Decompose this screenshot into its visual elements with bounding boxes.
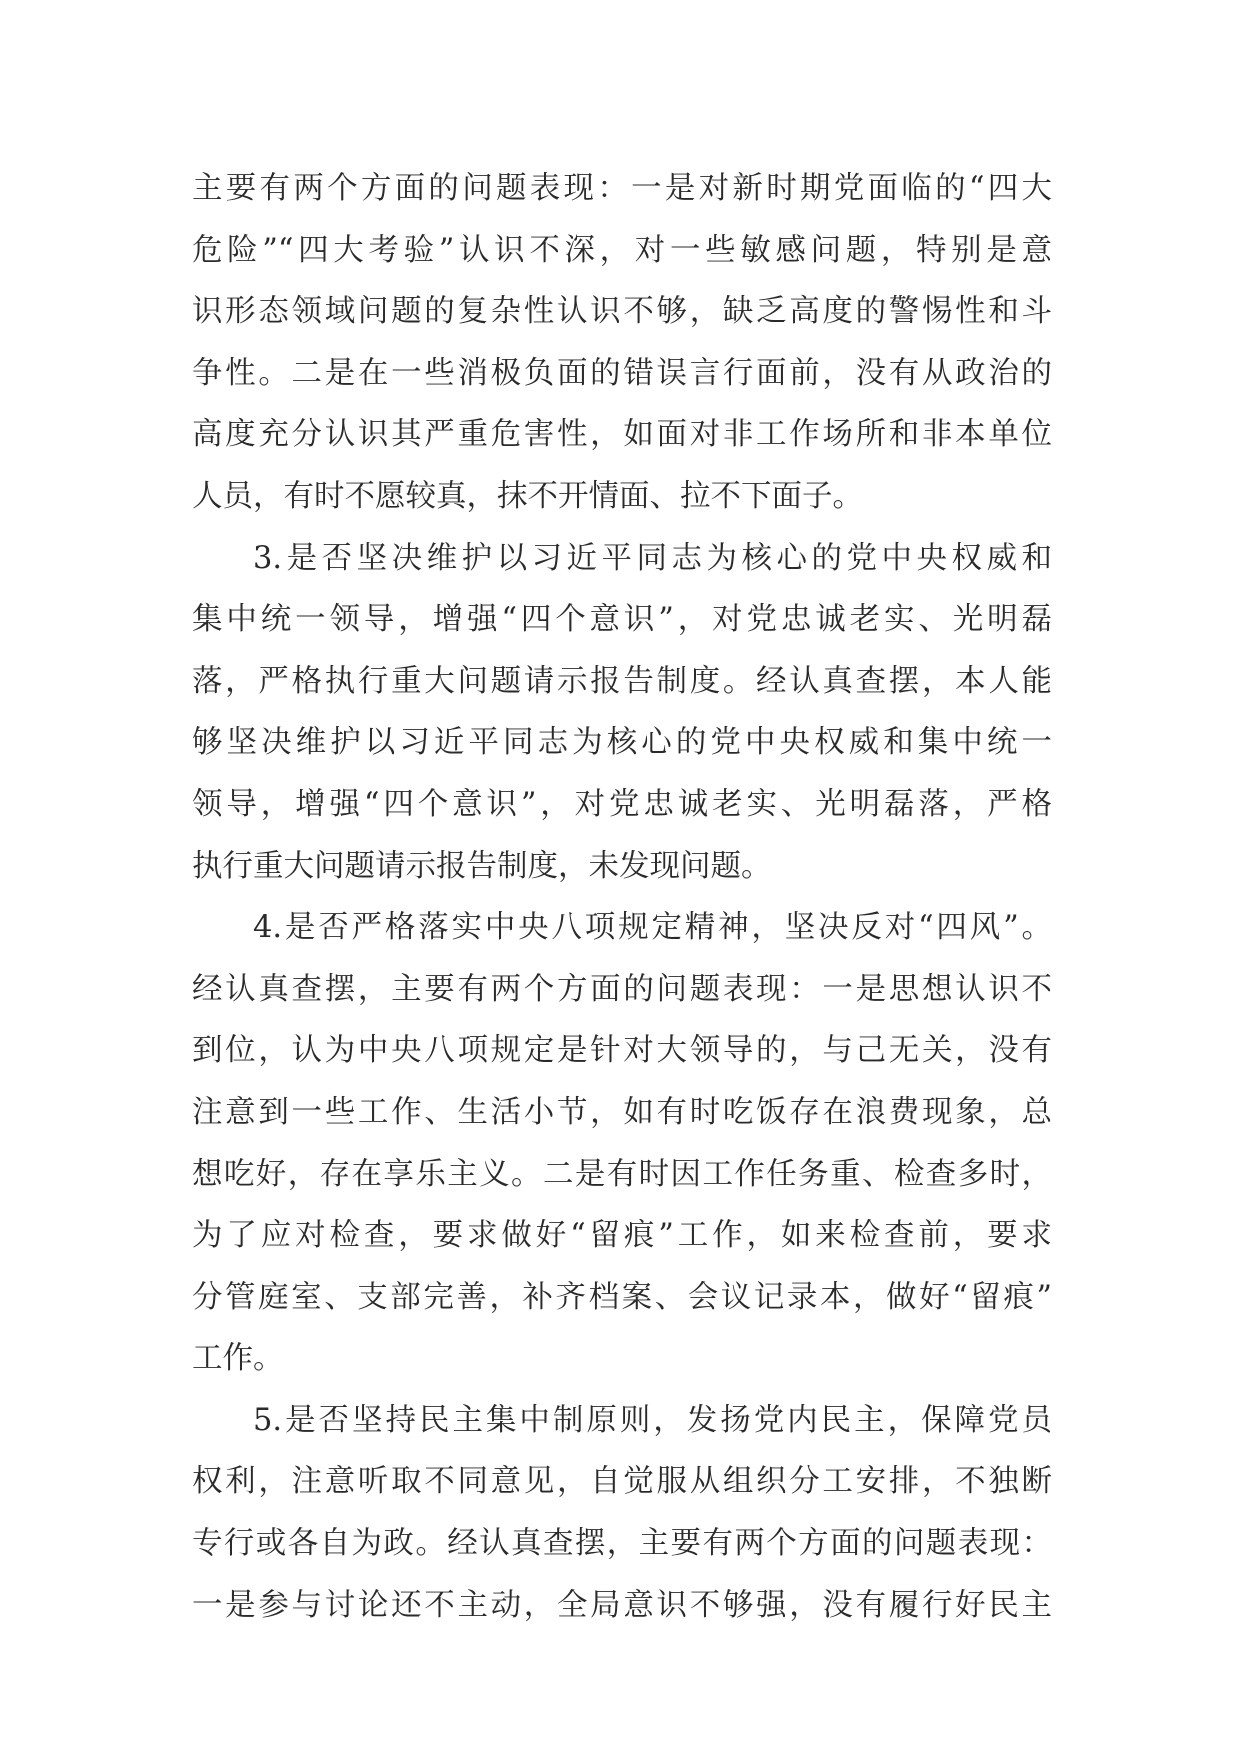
text-line: 集中统一领导，增强“四个意识”，对党忠诚老实、光明磊 xyxy=(192,602,1052,638)
text-line: 为了应对检查，要求做好“留痕”工作，如来检查前，要求 xyxy=(192,1218,1052,1254)
text-line: 注意到一些工作、生活小节，如有时吃饭存在浪费现象，总 xyxy=(192,1094,1052,1130)
text-line: 够坚决维护以习近平同志为核心的党中央权威和集中统一 xyxy=(192,725,1052,761)
text-line: 主要有两个方面的问题表现：一是对新时期党面临的“四大 xyxy=(192,171,1052,206)
paragraph-heading-4: 4.是否严格落实中央八项规定精神，坚决反对“四风”。 xyxy=(253,910,1052,946)
paragraph-heading-5: 5.是否坚持民主集中制原则，发扬党内民主，保障党员 xyxy=(253,1402,1052,1438)
text-line: 分管庭室、支部完善，补齐档案、会议记录本，做好“留痕” xyxy=(192,1279,1052,1315)
paragraph-heading-3: 3.是否坚决维护以习近平同志为核心的党中央权威和 xyxy=(253,540,1052,576)
text-line: 到位，认为中央八项规定是针对大领导的，与己无关，没有 xyxy=(192,1033,1052,1069)
text-line: 争性。二是在一些消极负面的错误言行面前，没有从政治的 xyxy=(192,355,1052,391)
text-line: 一是参与讨论还不主动，全局意识不够强，没有履行好民主 xyxy=(192,1587,1052,1623)
text-line: 专行或各自为政。经认真查摆，主要有两个方面的问题表现： xyxy=(192,1526,1052,1562)
text-line: 执行重大问题请示报告制度，未发现问题。 xyxy=(192,848,772,884)
text-line: 高度充分认识其严重危害性，如面对非工作场所和非本单位 xyxy=(192,417,1052,453)
text-line: 人员，有时不愿较真，抹不开情面、拉不下面子。 xyxy=(192,478,863,514)
text-line: 经认真查摆，主要有两个方面的问题表现：一是思想认识不 xyxy=(192,971,1052,1007)
text-line: 工作。 xyxy=(192,1341,284,1377)
document-body xyxy=(192,158,1052,1636)
text-line: 落，严格执行重大问题请示报告制度。经认真查摆，本人能 xyxy=(192,663,1052,699)
text-line: 识形态领域问题的复杂性认识不够，缺乏高度的警惕性和斗 xyxy=(192,294,1052,330)
text-line: 领导，增强“四个意识”，对党忠诚老实、光明磊落，严格 xyxy=(192,786,1052,822)
text-line: 权利，注意听取不同意见，自觉服从组织分工安排，不独断 xyxy=(192,1464,1052,1500)
text-line: 危险”“四大考验”认识不深，对一些敏感问题，特别是意 xyxy=(192,232,1052,268)
text-line: 想吃好，存在享乐主义。二是有时因工作任务重、检查多时， xyxy=(192,1156,1052,1192)
